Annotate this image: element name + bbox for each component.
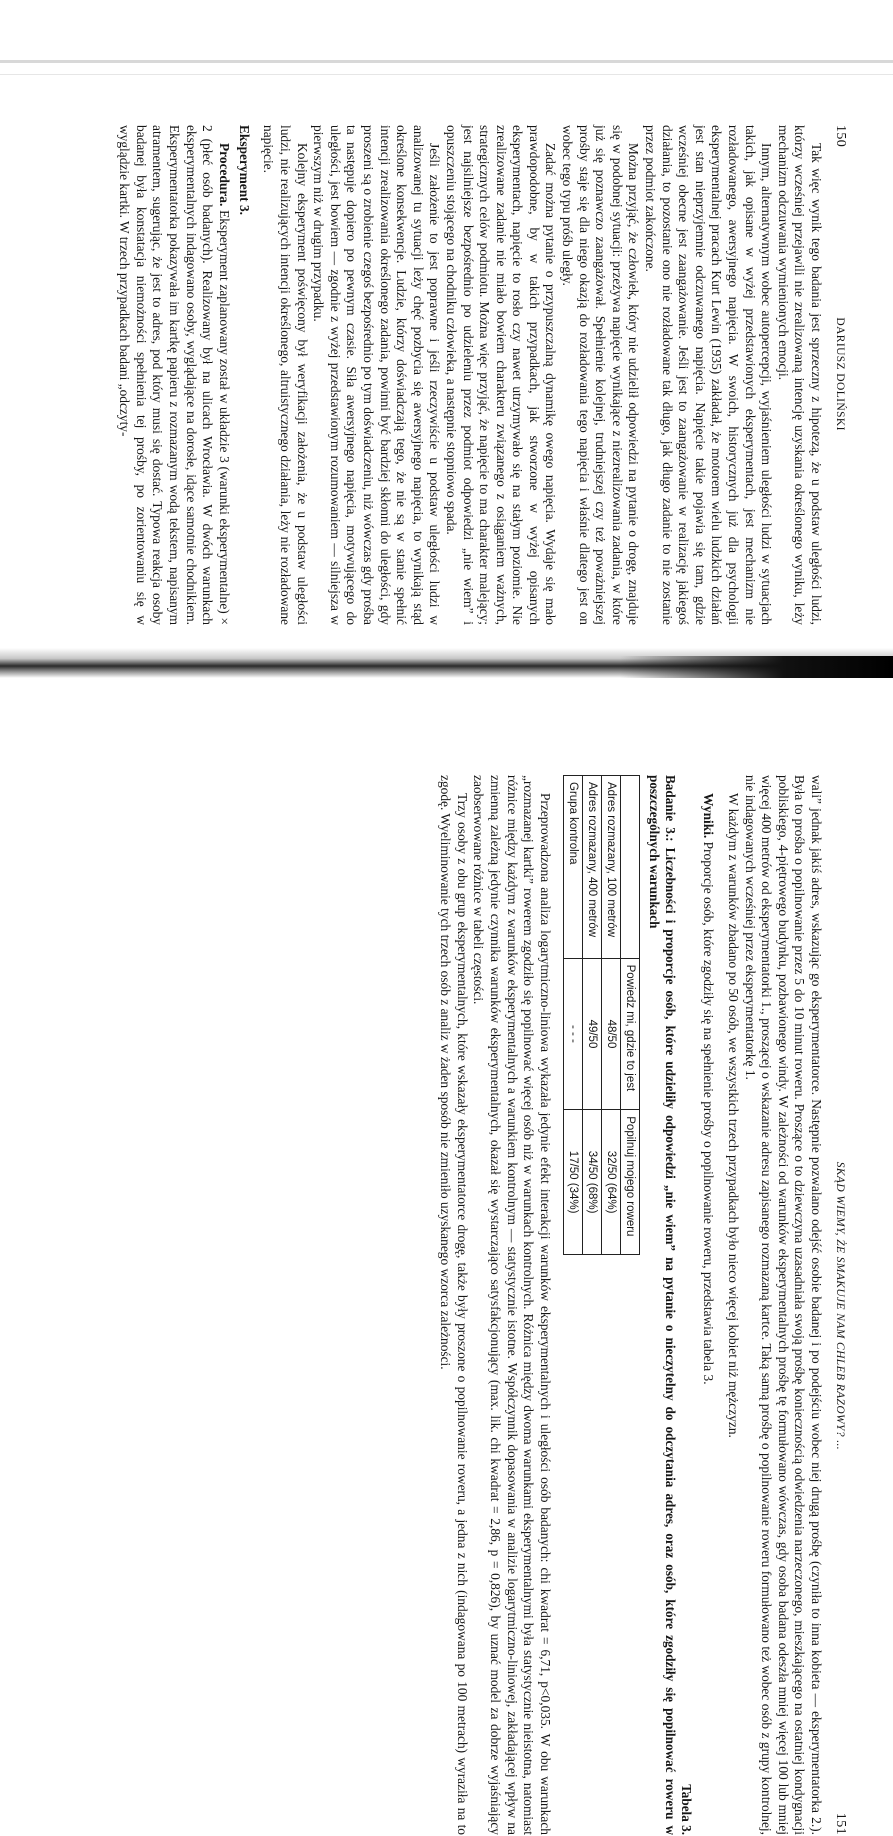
table-caption-text: Badanie 3.: Liczebności i proporcje osób, które udzieliły odpowiedzi „nie wiem” na pytanie o nieczytelny do odczytania adres, oraz osób, które zgodziły się popilnować roweru w poszczególnych warunkach [646,775,678,1835]
results-text: Proporcje osób, które zgodziły się na spełnienie prośby o popilnowanie roweru, przedstawia tabela 3. [701,841,717,1385]
table-header-row [620,776,639,1255]
results-paragraph [700,775,717,1835]
table-cell: Grupa kontrolna [563,776,582,959]
table-header-cell: Popilnuj mojego roweru [620,1110,639,1255]
paragraph: Innym, alternatywnym wobec autopercepcji, wyjaśnieniem uległości ludzi w sytuacjach takich, jak opisane w wyżej przedstawionych eksperymentach, jest mechanizm nie rozładowanego, awersyjnego napięcia. W swoich, historycznych już dla psychologii eksperymentalnej pracach Kurt Lewin (1935) zakładał, że motorem wielu ludzkich działań jest stan nieprzyjemnie odczuwanego napięcia. Napięcie takie pojawia się tam, gdzie wcześniej obecne jest zaangażowanie. Jeśli jest to zaangażowanie w realizację jakiegoś działania, to pozostanie ono nie rozładowane tak długo, jak długo zadanie to nie zostanie przez podmiot zakończone. [643,125,775,625]
section-heading: Eksperyment 3. [236,125,252,216]
paragraph: Można przyjąć, że człowiek, który nie udzielił odpowiedzi na pytanie o drogę, znajduje się w podobnej sytuacji: przeżywa napięcie wynikające z niezrealizowania zadania, w które już się poznawczo zaangażował. Spełnienie kolejnej, trudniejszej czy też poważniejszej prośby staje się dla niego okazją do rozładowania tego napięcia i właśnie dlatego jest on wobec tego typu próśb uległy. [560,125,642,625]
paragraph: Przeprowadzona analiza logarytmiczno-liniowa wykazała jedynie efekt interakcji warunków eksperymentalnych i uległości osób badanych: chi kwadrat = 6,71, p<0,035. W obu warunkach „rozmazanej kartki” rowerem zgodziło się popilnować więcej osób niż w warunkach kontrolnych. Różnica między dwoma warunkami eksperymentalnymi była statystycznie nieistotna, natomiast różnice między każdym z warunków eksperymentalnych a warunkiem kontrolnym — statystycznie istotne. Współczynnik dopasowania w analizie logarytmiczno-liniowej, zakładającej wpływ na zmienną zależną jedynie czynnika warunków eksperymentalnych, okazał się wystarczająco satysfakcjonujący (max. lik. chi kwadrat = 2,86, p = 0,826), by uznać model za dobrze wyjaśniający zaobserwowane różnice w tabeli częstości. [471,775,553,1835]
table-caption [646,775,694,1835]
paragraph: Tak więc wynik tego badania jest sprzeczny z hipotezą, że u podstaw uległości ludzi, którzy wcześniej przejawili nie zrealizowaną intencję uzyskania określonego wyniku, leży mechanizm odczuwania wymienionych emocji. [775,125,824,625]
table-cell: Adres rozmazany, 400 metrów [582,776,601,959]
procedure-label: Procedura. [216,143,232,207]
table-cell: 32/50 (64%) [601,1110,620,1255]
table-cell: 34/50 (68%) [582,1110,601,1255]
page-151 [28,775,848,1835]
paragraph: Trzy osoby z obu grup eksperymentalnych, które wskazały eksperymentatorce drogę, także były proszone o popilnowanie roweru, a jedna z nich (indagowana po 100 metrach) wyraziła na to zgodę. Wyeliminowanie tych trzech osób z analiz w żaden sposób nie zmieniło uzyskanego wzorca zależności. [438,775,470,1835]
table-row [563,776,582,1255]
procedure-paragraph [116,125,232,625]
table-header-cell [620,776,639,959]
paragraph: W każdym z warunków zbadano po 50 osób, we wszystkich trzech przypadkach było nieco więcej kobiet niż mężczyzn. [726,793,742,1438]
paragraph: wali” jednak jakiś adres, wskazując go eksperymentatorce. Następnie pozwalano odejść osobie badanej i po podejściu wobec niej drugą prośbę (czyniła to inna kobieta — eksperymentatorka 2.). Była to prośba o popilnowanie przez 5 do 10 minut roweru. Proszące o to dziewczyna uzasadniała swoją prośbę koniecznością odwiedzenia narzeczonego, mieszkającego na ostatniej kondygnacji pobliskiego, 4-piętrowego budynku, pozbawionego windy. W zależności od warunków eksperymentalnych prośbę tę formułowano wówczas, gdy osoba badana odeszła mniej więcej 100 lub mniej więcej 400 metrów od eksperymentatorki 1., proszącej o wskazanie adresu zapisanego rozmazaną kartce. Taką samą prośbę o popilnowanie roweru formułowano też wobec osób z grupy kontrolnej, nie indagowanych wcześniej przez eksperymentatorkę 1. [742,775,824,1835]
table-row [601,776,620,1255]
book-gutter-shadow [620,656,893,678]
paragraph: Kolejny eksperyment poświęcony był weryfikacji założenia, że u podstaw uległości ludzi, nie realizujących intencji określonego, altruistycznego działania, leży nie rozładowane napięcie. [261,125,310,625]
paragraph: Zadać można pytanie o przypuszczalną dynamikę owego napięcia. Wydaje się mało prawdopodobne, by w takich przypadkach, jak stworzone w wyżej opisanych eksperymentach, napięcie to rosło czy nawet utrzymywało się na stałym poziomie. Nie zrealizowane zadanie nie miało bowiem charakteru związanego z osiąganiem ważnych, strategicznych celów podmiotu. Można więc przyjąć, że napięcie to ma charakter malejący; jest najsilniejsze bezpośrednio po udzieleniu przez podmiot odpowiedzi „nie wiem” i opuszczeniu stojącego na chodniku człowieka, a następnie stopniowo spada. [443,125,559,625]
scan-edge-line [0,74,893,75]
results-label: Wyniki. [701,793,717,839]
page-number: 150 [833,125,848,148]
table-cell: - - - [563,958,582,1110]
running-head-title: SKĄD WIEMY, ŻE SMAKUJE NAM CHLEB RAZOWY? ... [834,1161,846,1451]
results-table [563,775,640,1255]
table-label: Tabela 3. [678,1784,694,1835]
table-cell: 49/50 [582,958,601,1110]
running-header [832,775,848,1835]
running-header [832,125,848,625]
table-cell: 17/50 (34%) [563,1110,582,1255]
running-head-author: DARIUSZ DOLIŃSKI [834,317,846,431]
page-number: 151 [833,1812,848,1835]
procedure-text: Eksperyment zaplanowany został w układzie 3 (warunki eksperymentalne) × 2 (płeć osób badanych). Realizowany był na ulicach Wrocławia. W dwóch warunkach eksperymentalnych indagowano osoby, wyglądające na dorosłe, idące samotnie chodnikiem. Eksperymentatorka pokazywała im kartkę papieru z rozmazanym wodą tekstem, napisanym atramentem, sugerując, że jest to adres, pod który musi się dostać. Typowa reakcja osoby badanej była konstatacja niemożności spełnienia tej prośby, po zorientowaniu się w wyglądzie kartki. W trzech przypadkach badani „odczyty- [117,125,232,625]
table-cell: Adres rozmazany, 100 metrów [601,776,620,959]
table-cell: 48/50 [601,958,620,1110]
scan-edge [0,60,893,63]
page-150 [113,125,848,625]
table-row [582,776,601,1255]
table-header-cell: Powiedz mi, gdzie to jest [620,958,639,1110]
paragraph: Jeśli założenie to jest poprawne i jeśli rzeczywiście u podstaw uległości ludzi w analizowanej tu sytuacji leży chęć pozbycia się awersyjnego napięcia, to wynikają stąd określone konsekwencje. Ludzie, którzy doświadczają tego, że nie są w stanie spełnić intencji zrealizowania określonego zadania, powinni być bardziej skłonni do uległości, gdy proszeni są o zrobienie czegoś bezpośrednio po tym doświadczeniu, niż wówczas gdy prośba ta następuje dopiero po pewnym czasie. Siła awersyjnego napięcia, motywującego do uległości, jest bowiem — zgodnie z wyżej przedstawionym rozumowaniem — silniejsza w pierwszym niż w drugim przypadku. [311,125,443,625]
